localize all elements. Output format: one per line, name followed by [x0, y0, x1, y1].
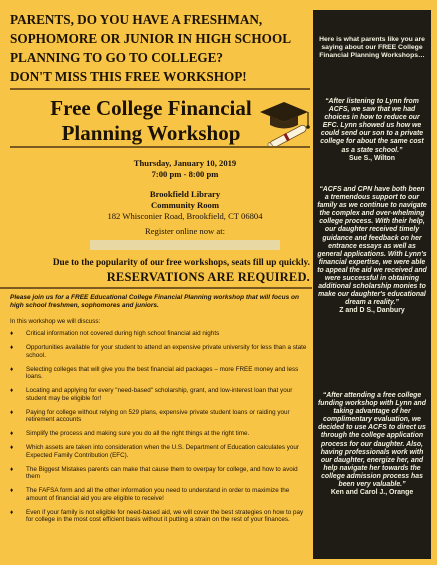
bullet-diamond-icon: ♦: [10, 465, 14, 473]
topic-text: The Biggest Mistakes parents can make that cause them to overpay for college, and how to avoid them: [26, 465, 298, 481]
topic-text: Locating and applying for every "need-based" scholarship, grant, and low-interest loan that your student may be eligible for!: [26, 387, 293, 402]
topic-text: Critical information not covered during high school financial aid nights: [26, 330, 220, 337]
event-room: Community Room: [150, 200, 220, 210]
headline-line: DON'T MISS THIS FREE WORKSHOP!: [10, 69, 247, 84]
topic-list: [10, 330, 308, 530]
event-time: 7:00 pm - 8:00 pm: [151, 169, 219, 179]
testimonial-quote: “ACFS and CPN have both been a tremendous support to our family as we continue to navigate the complex and over-whelming college process. With their help, our daughter received timely guidance and feedback on her entrance essays as well as general applications. With Lynn's financial expertise, we were able to appeal the aid we received and were successful in obtaining additional scholarship monies to make our daughter's educational dream a reality.”: [317, 186, 427, 307]
testimonial: [317, 186, 427, 316]
bullet-diamond-icon: ♦: [10, 330, 14, 337]
testimonial-author: Sue S., Wilton: [349, 154, 395, 162]
seats-notice: Due to the popularity of our free workshops, seats fill up quickly.: [52, 258, 310, 268]
event-venue: Brookfield Library: [149, 189, 221, 199]
list-item: [10, 387, 308, 402]
list-item: [10, 444, 308, 459]
topic-text: Selecting colleges that will give you the best financial aid packages – more FREE money and less loans.: [26, 365, 299, 380]
register-text: Register online now at:: [145, 226, 225, 236]
topic-text: Which assets are taken into consideration when the U.S. Department of Education calculates your Expected Family Contribution (EFC).: [26, 444, 300, 459]
bullet-diamond-icon: ♦: [10, 344, 14, 352]
list-item: [10, 344, 308, 359]
headline: [10, 10, 310, 86]
headline-line: PLANNING TO GO TO COLLEGE?: [10, 50, 224, 65]
testimonial-quote: “After attending a free college funding workshop with Lynn and taking advantage of her complimentary evaluation, we decided to use ACFS to direct us through the college application process for our daughter. Also, having professionals work with our daughter, energize her, and help navigate her towards the college admission process has been very valuable.”: [318, 392, 426, 489]
sidebar-lead: Here is what parents like you are saying about our FREE College Financial Planning Workshops…: [319, 36, 425, 60]
bullet-diamond-icon: ♦: [10, 430, 14, 438]
event-details: [60, 158, 310, 222]
bullet-diamond-icon: ♦: [10, 365, 14, 373]
topic-text: Simplify the process and making sure you do all the right things at the right time.: [26, 430, 250, 438]
list-item: [10, 330, 308, 337]
topic-text: The FAFSA form and all the other information you need to understand in order to maximize the amount of financial aid you are eligible to receive!: [26, 487, 290, 502]
event-address: 182 Whisconier Road, Brookfield, CT 06804: [107, 211, 263, 221]
bullet-diamond-icon: ♦: [10, 387, 14, 395]
title-line: Planning Workshop: [61, 121, 241, 145]
event-date: Thursday, January 10, 2019: [133, 158, 237, 168]
list-item: [10, 430, 308, 437]
graduation-cap-diploma-icon: [254, 98, 314, 146]
title-line: Free College Financial: [50, 96, 252, 120]
bullet-diamond-icon: ♦: [10, 408, 14, 416]
bullet-diamond-icon: ♦: [10, 508, 14, 516]
topic-text: Paying for college without relying on 529 plans, expensive private student loans or raiding your retirement accounts: [26, 408, 290, 423]
topic-text: Opportunities available for your student to attend an expensive private university for less than a state school.: [26, 344, 307, 359]
testimonial-author: Ken and Carol J., Orange: [330, 489, 414, 497]
divider: [0, 287, 312, 289]
testimonial-quote: “After listening to Lynn from ACFS, we saw that we had choices in how to reduce our EFC. Lynn showed us how we could send our son to a private college for about the same cost as a state school.”: [320, 98, 424, 154]
list-item: [10, 509, 308, 524]
headline-line: SOPHOMORE OR JUNIOR IN HIGH SCHOOL: [10, 31, 291, 46]
bullet-diamond-icon: ♦: [10, 487, 14, 495]
discuss-text: In this workshop we will discuss:: [10, 318, 101, 325]
topic-text: Even if your family is not eligible for need-based aid, we will cover the best strategies on how to pay for college in the most cost efficient basis without it putting a strain on the rest of your finances.: [26, 508, 304, 524]
bullet-diamond-icon: ♦: [10, 444, 14, 452]
testimonial: [317, 392, 427, 497]
testimonials-sidebar: [313, 10, 431, 559]
list-item: [10, 409, 308, 424]
page-title: [36, 96, 266, 146]
list-item: [10, 366, 308, 381]
testimonial-author: Z and D S., Danbury: [339, 307, 405, 315]
headline-line: PARENTS, DO YOU HAVE A FRESHMAN,: [10, 12, 263, 27]
title-banner: [10, 88, 310, 148]
list-item: [10, 466, 308, 481]
list-item: [10, 487, 308, 502]
testimonial: [317, 98, 427, 163]
intro-text: Please join us for a FREE Educational College Financial Planning workshop that will focus on high school freshmen, sophomores and juniors.: [10, 294, 299, 309]
register-link-redacted[interactable]: [90, 240, 280, 250]
reservations-notice: RESERVATIONS ARE REQUIRED.: [106, 270, 310, 284]
